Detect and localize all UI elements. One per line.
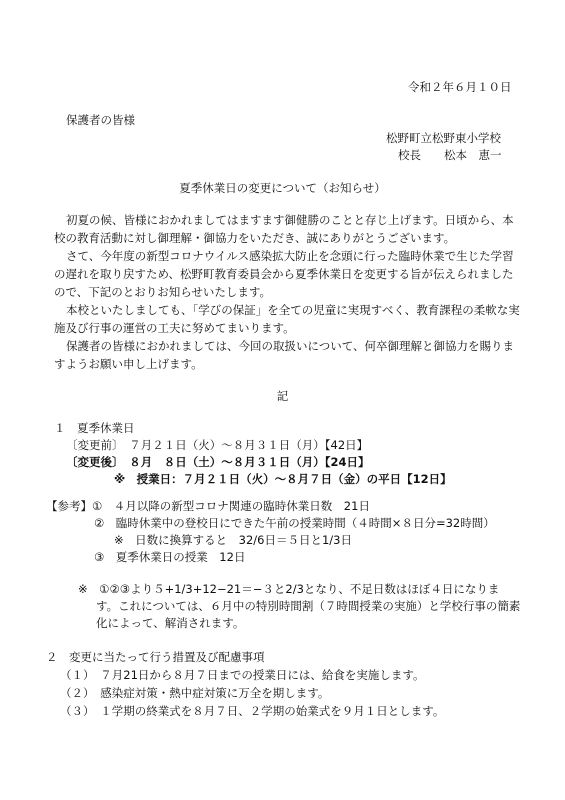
schedule-after: 〔変更後〕 ８月 ８日（土）～８月３１日（月）【24日】	[66, 455, 370, 469]
school-name: 松野町立松野東小学校	[386, 131, 501, 145]
principal-name: 校長 松本 恵一	[398, 148, 502, 162]
class-days-note: ※ 授業日：７月２１日（火）～８月７日（金）の平日【12日】	[114, 472, 452, 486]
measure-item: （２） 感染症対策・熱中症対策に万全を期します。	[60, 686, 330, 700]
measure-item: （３） １学期の終業式を８月７日、２学期の始業式を９月１日とします。	[60, 704, 445, 718]
body-line: 校の教育活動に対し御理解・御協力をいただき、誠にありがとうございます。	[54, 231, 456, 245]
section2-heading: ２ 変更に当たって行う措置及び配慮事項	[46, 650, 265, 664]
addressee: 保護者の皆様	[66, 113, 135, 127]
calculation-note: ※ ①②③より５+1/3+12−21＝−３と2/3となり、不足日数はほぼ４日になりま	[78, 582, 500, 596]
body-line: ので、下記のとおりお知らせいたします。	[54, 285, 272, 299]
measure-item: （１） ７月21日から８月７日までの授業日には、給食を実施します。	[60, 668, 425, 682]
ki-heading: 記	[276, 389, 289, 403]
body-line: 保護者の皆様におかれましては、今回の取扱いについて、何卒御理解と御協力を賜りま	[66, 339, 515, 353]
reference-line: ③ 夏季休業日の授業 12日	[94, 550, 246, 564]
document-date: 令和２年６月１０日	[408, 80, 512, 94]
body-line: 初夏の候、皆様におかれましてはますます御健勝のことと存じ上げます。日頃から、本	[66, 213, 514, 227]
body-line: 本校といたしましても、「学びの保証」を全ての児童に実現すべく、教育課程の柔軟な実	[66, 303, 520, 317]
body-line: の遅れを取り戻すため、松野町教育委員会から夏季休業日を変更する旨が伝えられました	[54, 267, 514, 281]
schedule-before: 〔変更前〕 ７月２１日（火）～８月３１日（月）【42日】	[66, 438, 369, 452]
body-line: さて、今年度の新型コロナウイルス感染拡大防止を念頭に行った臨時休業で生じた学習	[66, 249, 514, 263]
document-title: 夏季休業日の変更について（お知らせ）	[179, 181, 386, 195]
reference-line: ② 臨時休業中の登校日にできた午前の授業時間（４時間×８日分=32時間）	[94, 516, 495, 530]
calculation-note: す。これについては、６月中の特別時間割（７時間授業の実施）と学校行事の簡素	[96, 599, 521, 613]
reference-line: 【参考】① ４月以降の新型コロナ関連の臨時休業日数 21日	[46, 499, 370, 513]
calculation-note: 化によって、解消されます。	[96, 616, 245, 630]
reference-line: ※ 日数に換算すると 32/6日＝５日と1/3日	[114, 533, 352, 547]
body-line: すようお願い申し上げます。	[54, 357, 203, 371]
body-line: 施及び行事の運営の工夫に努めてまいります。	[54, 321, 295, 335]
section1-heading: １ 夏季休業日	[54, 421, 135, 435]
